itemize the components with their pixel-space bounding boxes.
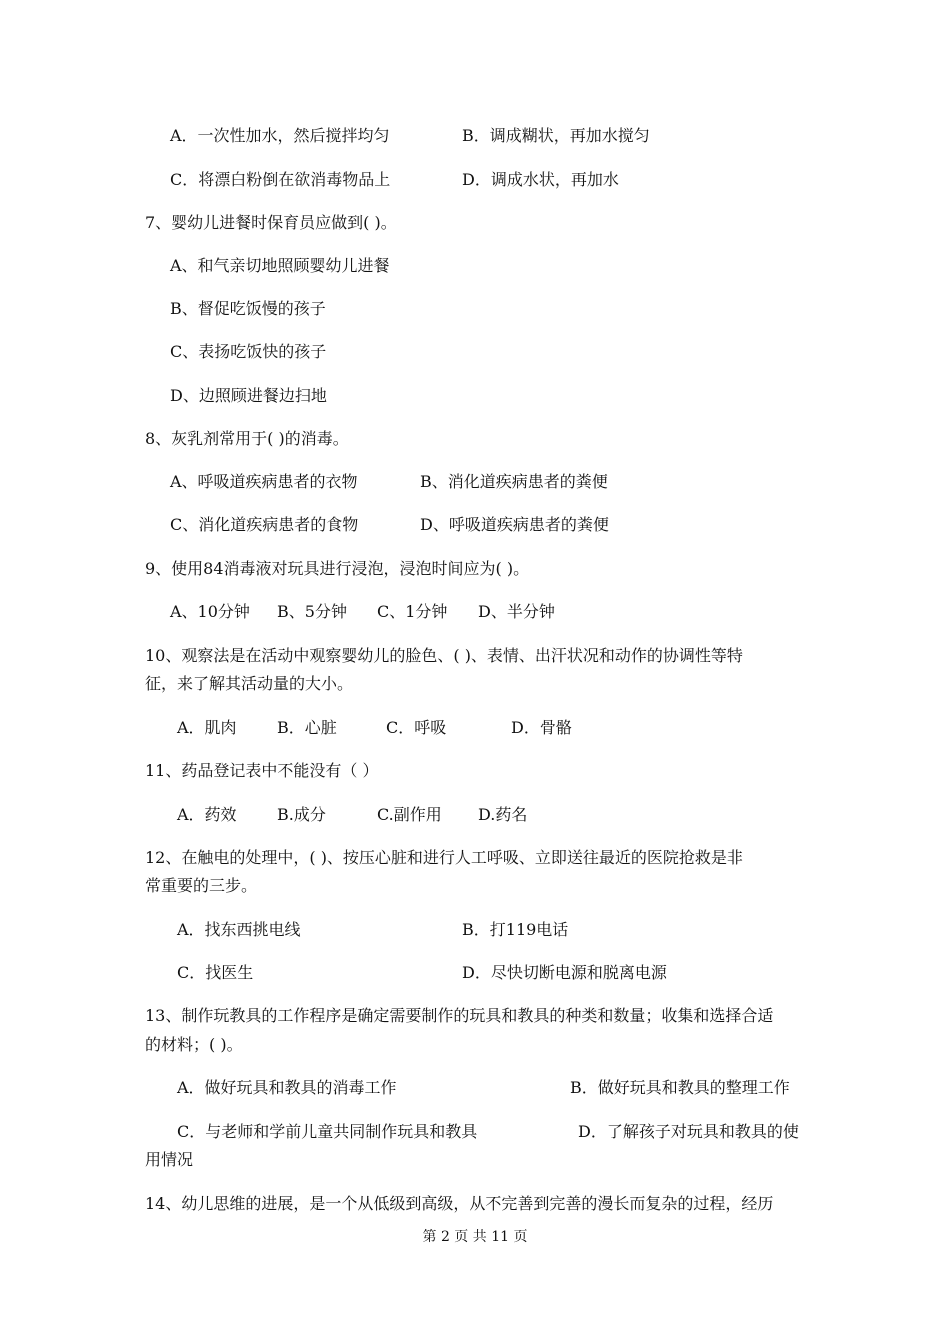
- q9-stem: 9、使用84消毒液对玩具进行浸泡，浸泡时间应为( )。: [145, 559, 530, 578]
- q12-option-b: B．打119电话: [462, 920, 569, 939]
- q7-stem: 7、婴幼儿进餐时保育员应做到( )。: [145, 213, 397, 232]
- q8-option-b: B、消化道疾病患者的粪便: [420, 472, 608, 491]
- q13-stem-line2: 的材料；( )。: [145, 1035, 243, 1054]
- q9-option-b: B、5分钟: [277, 602, 347, 621]
- q11-option-b: B.成分: [277, 805, 326, 824]
- q12-option-c: C．找医生: [177, 963, 254, 982]
- q12-stem-line1: 12、在触电的处理中，( )、按压心脏和进行人工呼吸、立即送往最近的医院抢救是非: [145, 848, 743, 867]
- q13-stem-line1: 13、制作玩教具的工作程序是确定需要制作的玩具和教具的种类和数量；收集和选择合适: [145, 1006, 774, 1025]
- q8-option-a: A、呼吸道疾病患者的衣物: [170, 472, 358, 491]
- q13-option-d-continued: 用情况: [145, 1150, 194, 1169]
- q6-option-b: B．调成糊状，再加水搅匀: [462, 126, 650, 145]
- q6-option-d: D．调成水状，再加水: [462, 170, 619, 189]
- q9-option-d: D、半分钟: [478, 602, 555, 621]
- q11-option-d: D.药名: [478, 805, 528, 824]
- q11-option-a: A．药效: [177, 805, 237, 824]
- q12-option-a: A．找东西挑电线: [177, 920, 301, 939]
- q8-option-c: C、消化道疾病患者的食物: [170, 515, 359, 534]
- q9-option-c: C、1分钟: [377, 602, 448, 621]
- q13-option-c: C．与老师和学前儿童共同制作玩具和教具: [177, 1122, 478, 1141]
- q6-option-c: C．将漂白粉倒在欲消毒物品上: [170, 170, 391, 189]
- page-number-footer: 第 2 页 共 11 页: [422, 1229, 528, 1245]
- q7-option-d: D、边照顾进餐边扫地: [170, 386, 327, 405]
- q10-option-d: D．骨骼: [511, 718, 572, 737]
- q14-stem-line1: 14、幼儿思维的进展，是一个从低级到高级，从不完善到完善的漫长而复杂的过程，经历: [145, 1194, 774, 1213]
- q10-option-b: B．心脏: [277, 718, 337, 737]
- q7-option-c: C、表扬吃饭快的孩子: [170, 342, 327, 361]
- q9-option-a: A、10分钟: [170, 602, 250, 621]
- q13-option-b: B．做好玩具和教具的整理工作: [570, 1078, 790, 1097]
- q13-option-d: D．了解孩子对玩具和教具的使: [578, 1122, 799, 1141]
- q8-stem: 8、灰乳剂常用于( )的消毒。: [145, 429, 349, 448]
- q10-stem-line1: 10、观察法是在活动中观察婴幼儿的脸色、( )、表情、出汗状况和动作的协调性等特: [145, 646, 743, 665]
- q11-option-c: C.副作用: [377, 805, 442, 824]
- q12-stem-line2: 常重要的三步。: [145, 876, 258, 895]
- q11-stem: 11、药品登记表中不能没有（ ）: [145, 761, 379, 780]
- q7-option-a: A、和气亲切地照顾婴幼儿进餐: [170, 256, 390, 275]
- q6-option-a: A．一次性加水，然后搅拌均匀: [170, 126, 390, 145]
- q13-option-a: A．做好玩具和教具的消毒工作: [177, 1078, 397, 1097]
- q7-option-b: B、督促吃饭慢的孩子: [170, 299, 326, 318]
- q10-stem-line2: 征，来了解其活动量的大小。: [145, 674, 354, 693]
- q10-option-a: A．肌肉: [177, 718, 237, 737]
- q8-option-d: D、呼吸道疾病患者的粪便: [420, 515, 609, 534]
- q12-option-d: D．尽快切断电源和脱离电源: [462, 963, 667, 982]
- q10-option-c: C．呼吸: [386, 718, 447, 737]
